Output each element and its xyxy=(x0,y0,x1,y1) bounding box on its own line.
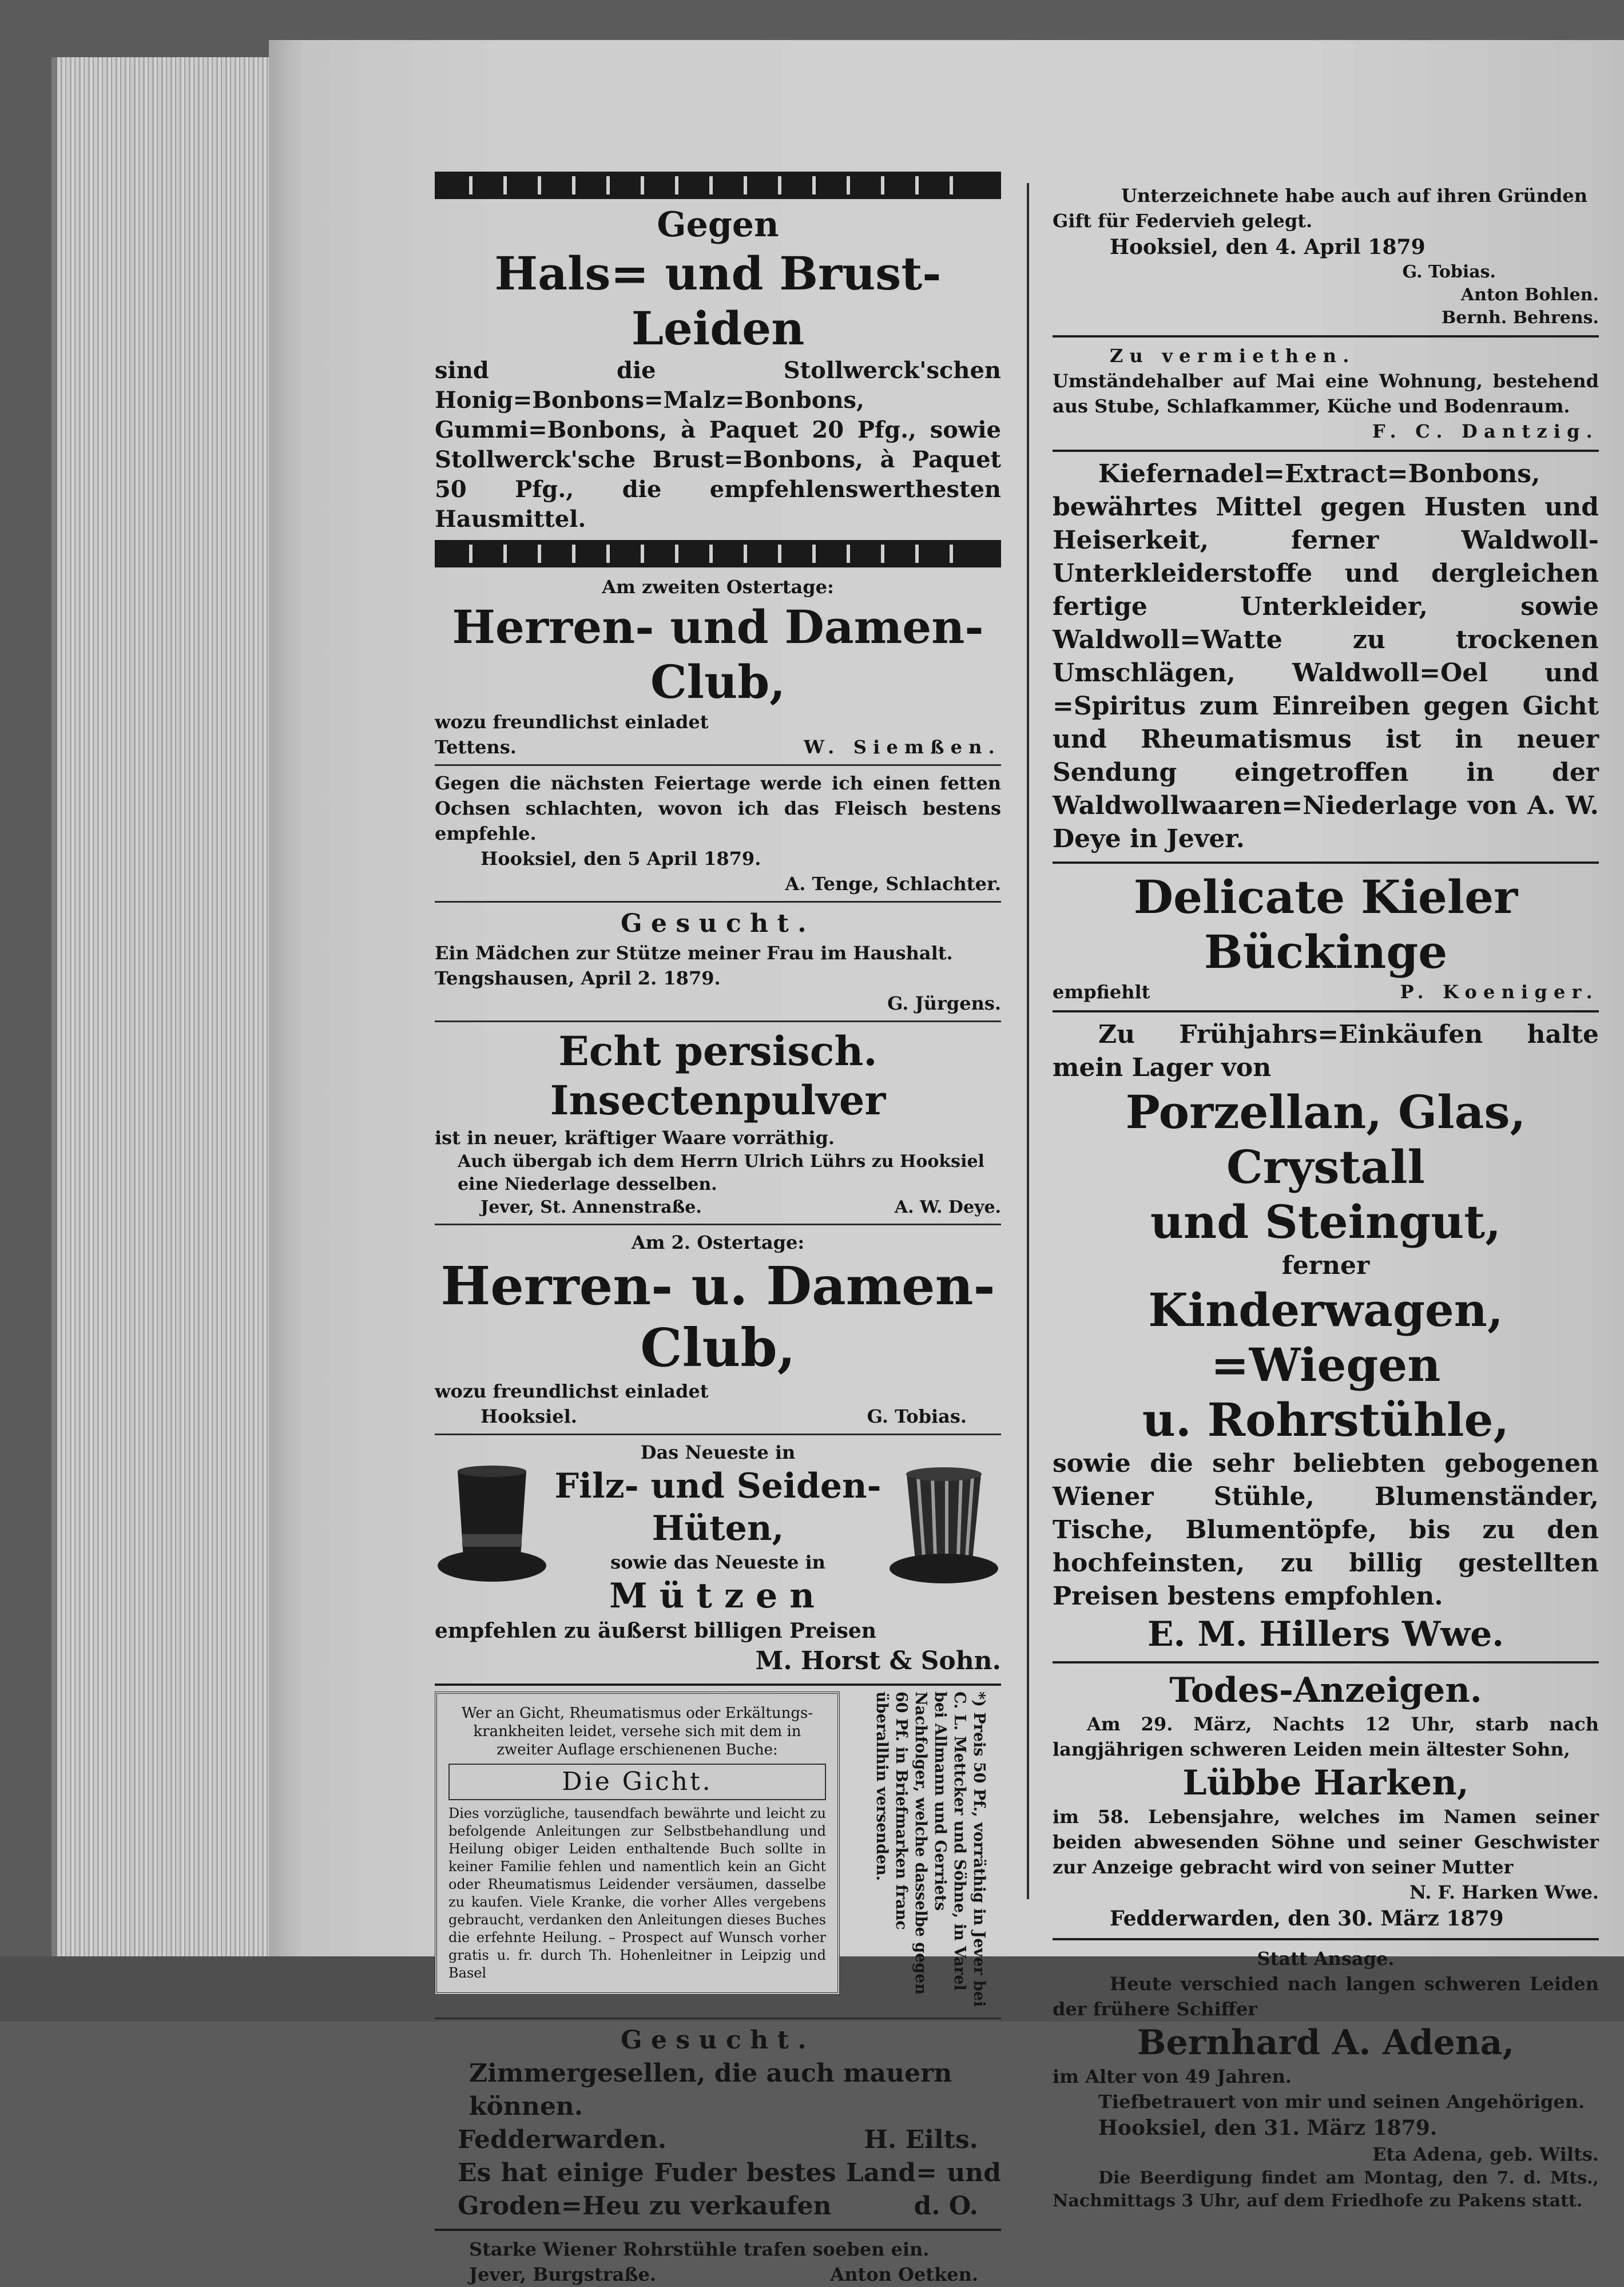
ad-intro: Statt Ansage. xyxy=(1257,1948,1395,1970)
ad-gesucht-maedchen xyxy=(435,907,1001,1016)
ad-signature: W. Siemßen. xyxy=(804,736,1001,758)
ad-dateline: Hooksiel, den 4. April 1879 xyxy=(1110,235,1426,259)
ad-ochsen xyxy=(435,771,1001,896)
ad-title: Gegen xyxy=(657,205,779,245)
ad-funeral: Die Beerdigung findet am Montag, den 7. d. Mts., Nachmittags 3 Uhr, auf dem Friedhofe zu Pakens statt. xyxy=(1053,2168,1599,2211)
ad-signature: M. Horst & Sohn. xyxy=(755,1646,1001,1675)
ad-line: Mützen xyxy=(609,1576,827,1616)
divider xyxy=(435,2018,1001,2019)
ad-headline: Echt persisch. Insectenpulver xyxy=(550,1027,886,1124)
ad-age: im Alter von 49 Jahren. xyxy=(1053,2066,1292,2087)
ad-kiefernadel xyxy=(1053,458,1599,856)
ad-signature: Anton Oetken. xyxy=(830,2264,978,2285)
divider xyxy=(1053,335,1599,338)
column-divider xyxy=(1027,183,1029,1899)
ad-place: Fedderwarden. xyxy=(458,2125,667,2154)
ad-intro: Am 2. Ostertage: xyxy=(631,1232,805,1253)
ad-name: Lübbe Harken, xyxy=(1182,1763,1469,1803)
ad-dateline: Tengshausen, April 2. 1879. xyxy=(435,967,721,989)
divider xyxy=(435,1224,1001,1225)
ad-zu-vermiethen xyxy=(1053,343,1599,444)
ad-rohrstuehle xyxy=(435,2237,1001,2287)
ad-headline: und Steingut, xyxy=(1150,1195,1502,1249)
ad-ferner: ferner xyxy=(1281,1251,1370,1280)
ad-todes-anzeige-adena xyxy=(1053,1946,1599,2213)
ad-body: sind die Stollwerck'schen Honig=Bonbons=Malz=Bonbons, Gummi=Bonbons, à Paquet 20 Pfg., sowie Stollwerck'sche Brust=Bonbons, à Paquet 50 Pfg., die empfehlenswerthesten Hausmittel. xyxy=(435,357,1001,533)
ad-line: Auch übergab ich dem Herrn Ulrich Lührs zu Hooksiel eine Niederlage desselben. xyxy=(458,1152,984,1194)
ad-line: sowie das Neueste in xyxy=(610,1551,825,1573)
divider xyxy=(435,2229,1001,2231)
divider xyxy=(1053,1938,1599,1940)
book-page-edges xyxy=(51,57,286,1956)
ad-invite: wozu freundlichst einladet xyxy=(435,1380,709,1402)
ad-kieler-buckinge xyxy=(1053,869,1599,1004)
price-note-rotated xyxy=(851,1692,988,2012)
ad-signature: E. M. Hillers Wwe. xyxy=(1147,1614,1504,1654)
ad-line: ist in neuer, kräftiger Waare vorräthig. xyxy=(435,1127,835,1149)
divider xyxy=(435,1434,1001,1435)
ad-title: Zu vermiethen. xyxy=(1110,345,1356,367)
ad-title: Todes-Anzeigen. xyxy=(1169,1670,1482,1710)
ad-dateline: Hooksiel, den 5 April 1879. xyxy=(481,848,761,869)
ad-place: Jever, St. Annenstraße. xyxy=(481,1197,702,1217)
ad-body: sowie die sehr beliebten gebogenen Wiener Stühle, Blumenständer, Tische, Blumentöpfe, bis zu den hochfeinsten, zu billig gestellten Preisen bestens empfohlen. xyxy=(1053,1449,1599,1611)
ad-intro: Zu Frühjahrs=Einkäufen halte mein Lager von xyxy=(1053,1020,1599,1082)
ad-place: Hooksiel. xyxy=(481,1405,577,1427)
ad-signature: G. Jürgens. xyxy=(887,992,1001,1014)
ad-name-3: Bernh. Behrens. xyxy=(1441,308,1599,328)
ad-porzellan xyxy=(1053,1018,1599,1655)
ad-gift-federvieh xyxy=(1053,183,1599,329)
ad-line: empfehlen zu äußerst billigen Preisen xyxy=(435,1619,876,1643)
box-body: Dies vorzügliche, tausendfach bewährte und leicht zu befolgende Anleitungen zur Selbstbehandlung und Heilung obiger Leiden enthaltende Buch sollte in keiner Familie fehlen und namentlich kein an Gicht oder Rheumatismus Leidender versäumen, dasselbe zu kaufen. Viele Kranke, die vorher Alles vergebens gebraucht, verdanken den Anleitungen dieses Buches die erfehnte Heilung. – Prospect auf Wunsch vorher gratis u. fr. durch Th. Hohenleitner in Leipzig und Basel xyxy=(448,1805,826,1981)
left-column xyxy=(435,172,1001,2287)
ad-club-tettens xyxy=(435,574,1001,760)
ad-line: Das Neueste in xyxy=(640,1442,796,1463)
divider xyxy=(1053,861,1599,864)
ad-headline: Herren- und Damen-Club, xyxy=(452,600,984,709)
divider xyxy=(435,901,1001,903)
ad-hals-brust-leiden xyxy=(435,204,1001,534)
ad-name: Bernhard A. Adena, xyxy=(1137,2023,1515,2063)
ad-dateline: Fedderwarden, den 30. März 1879 xyxy=(1110,1907,1504,1931)
ad-headline: Delicate Kieler Bückinge xyxy=(1133,870,1518,979)
ad-gesucht-zimmergesellen xyxy=(435,2024,1001,2157)
ad-body: im 58. Lebensjahre, welches im Namen seiner beiden abwesenden Söhne und seiner Geschwister zur Anzeige gebracht wird von seiner Mutter xyxy=(1053,1806,1599,1878)
ad-body: Zimmergesellen, die auch mauern können. xyxy=(469,2059,952,2121)
price-note-text: *) Preis 50 Pf., vorräthig in Jever bei C. L. Mettcker und Söhne, in Varel bei Allmann und Gerriets Nachfolger, welche dasselbe gegen 60 Pf. in Briefmarken franc überallhin versenden. xyxy=(873,1692,988,2007)
ad-headline: Hals= und Brust-Leiden xyxy=(494,247,942,355)
ad-signature: F. C. Dantzig. xyxy=(1372,420,1599,442)
ad-body: Es hat einige Fuder bestes Land= und Groden=Heu zu verkaufen xyxy=(458,2158,1001,2221)
divider xyxy=(1053,1661,1599,1663)
ad-lead: empfiehlt xyxy=(1053,981,1150,1003)
ad-body: Heute verschied nach langen schweren Leiden der frühere Schiffer xyxy=(1053,1973,1599,2020)
ad-mourn: Tiefbetrauert von mir und seinen Angehörigen. xyxy=(1098,2091,1585,2113)
right-column xyxy=(1053,183,1599,2213)
ad-headline: Kinderwagen, =Wiegen xyxy=(1148,1283,1503,1392)
ad-place: Tettens. xyxy=(435,736,517,758)
striped-hat-illustration xyxy=(887,1466,1001,1591)
ad-body: Kiefernadel=Extract=Bonbons, bewährtes Mittel gegen Husten und Heiserkeit, ferner Waldwoll-Unterkleiderstoffe und dergleichen fertige Unterkleider, sowie Waldwoll=Watte zu trockenen Umschlägen, Waldwoll=Oel und =Spiritus zum Einreiben gegen Gicht und Rheumatismus ist in neuer Sendung eingetroffen in der Waldwollwaaren=Niederlage von A. W. Deye in Jever. xyxy=(1053,459,1599,853)
ad-headline: Porzellan, Glas, Crystall xyxy=(1125,1085,1526,1194)
ad-insectenpulver xyxy=(435,1027,1001,1219)
decorative-banner-bottom xyxy=(435,540,1001,567)
ad-invite: wozu freundlichst einladet xyxy=(435,711,709,733)
box-intro: Wer an Gicht, Rheumatismus oder Erkältungs-krankheiten leidet, versehe sich mit dem in zweiter Auflage erschienenen Buche: xyxy=(461,1705,813,1758)
ad-heu xyxy=(435,2157,1001,2223)
ad-headline: u. Rohrstühle, xyxy=(1142,1393,1510,1447)
ad-title: Gesucht. xyxy=(621,909,815,938)
ad-signature: G. Tobias. xyxy=(867,1405,967,1427)
ad-body: Starke Wiener Rohrstühle trafen soeben ein. xyxy=(469,2238,930,2260)
ad-huete xyxy=(435,1440,1001,1678)
ad-signature: A. W. Deye. xyxy=(894,1197,1001,1217)
ad-body: Umständehalber auf Mai eine Wohnung, bestehend aus Stube, Schlafkammer, Küche und Bodenraum. xyxy=(1053,370,1599,417)
ad-place: Jever, Burgstraße. xyxy=(469,2264,657,2285)
ad-headline: Herren- u. Damen-Club, xyxy=(440,1255,995,1379)
ad-body: Ein Mädchen zur Stütze meiner Frau im Haushalt. xyxy=(435,942,953,964)
divider xyxy=(435,764,1001,766)
ad-signature: P. Koeniger. xyxy=(1400,981,1599,1003)
ad-signature: N. F. Harken Wwe. xyxy=(1409,1881,1599,1903)
top-hat-illustration xyxy=(435,1466,549,1591)
ad-body: Gegen die nächsten Feiertage werde ich einen fetten Ochsen schlachten, wovon ich das Fleisch bestens empfehle. xyxy=(435,772,1001,844)
book-ad-frame xyxy=(435,1692,840,1995)
ad-body: Unterzeichnete habe auch auf ihren Gründen Gift für Federvieh gelegt. xyxy=(1053,185,1587,232)
ad-line: Filz- und Seiden-Hüten, xyxy=(554,1466,882,1549)
ad-intro: Am zweiten Ostertage: xyxy=(602,576,834,598)
ad-signature: Eta Adena, geb. Wilts. xyxy=(1372,2143,1599,2165)
divider xyxy=(1053,450,1599,452)
ad-name-2: Anton Bohlen. xyxy=(1460,285,1599,305)
ad-body: Am 29. März, Nachts 12 Uhr, starb nach langjährigen schweren Leiden mein ältester Sohn, xyxy=(1053,1713,1599,1760)
divider xyxy=(435,1021,1001,1022)
ad-signature: A. Tenge, Schlachter. xyxy=(785,873,1001,895)
divider xyxy=(1053,1010,1599,1013)
ad-name-1: G. Tobias. xyxy=(1402,262,1496,282)
ad-signature: d. O. xyxy=(914,2191,978,2221)
decorative-banner-top xyxy=(435,172,1001,199)
divider xyxy=(435,1684,1001,1686)
ad-dateline: Hooksiel, den 31. März 1879. xyxy=(1098,2116,1438,2140)
ad-title: Gesucht. xyxy=(621,2026,815,2055)
book-title: Die Gicht. xyxy=(448,1764,826,1800)
ad-signature: H. Eilts. xyxy=(864,2125,978,2154)
ad-die-gicht xyxy=(435,1692,1001,2012)
ad-club-hooksiel xyxy=(435,1230,1001,1429)
ad-todes-anzeige-harken xyxy=(1053,1669,1599,1932)
